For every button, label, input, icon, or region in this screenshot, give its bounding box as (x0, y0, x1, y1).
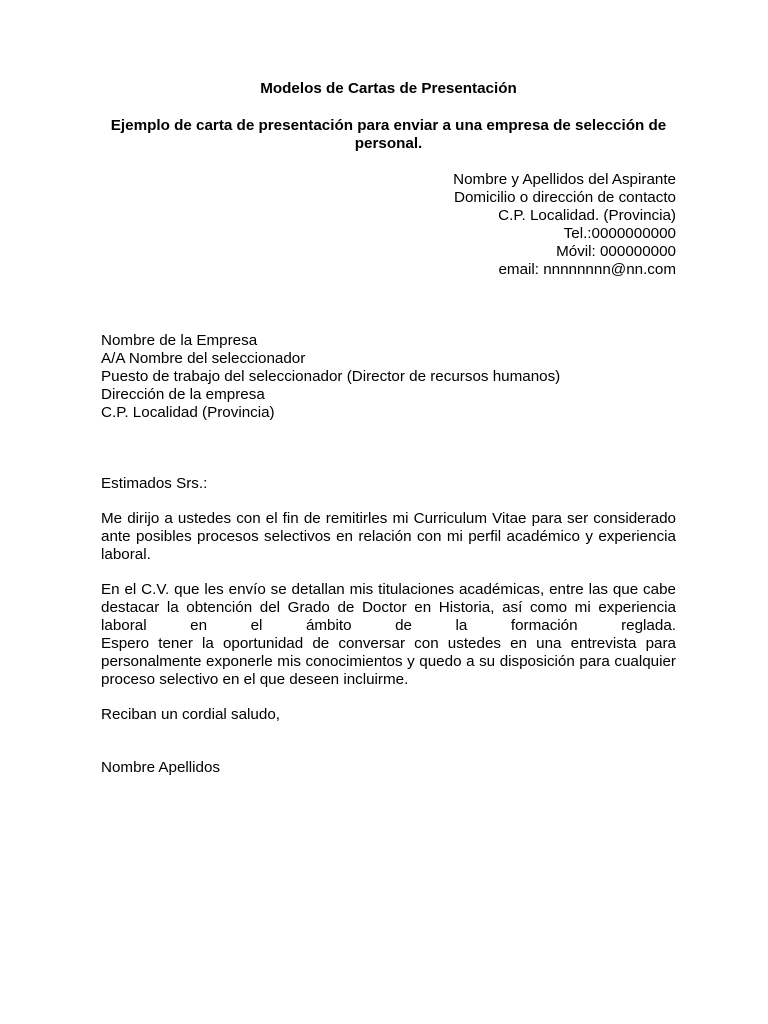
sender-mobile: Móvil: 000000000 (556, 243, 676, 260)
body-paragraph-2-part-1: En el C.V. que les envío se detallan mis titulaciones académicas, entre las que cabe destacar la obtención del Grado de Doctor en Historia, así como mi experiencia laboral en el ámbito de la formación reglada. (101, 581, 676, 634)
sender-locality: C.P. Localidad. (Provincia) (498, 207, 676, 224)
closing: Reciban un cordial saludo, (101, 706, 280, 723)
body-paragraph-2-part-2: Espero tener la oportunidad de conversar con ustedes en una entrevista para personalmente exponerle mis conocimientos y quedo a su disposición para cualquier proceso selectivo en el que deseen incluirme. (101, 635, 676, 688)
body-paragraph-1: Me dirijo a ustedes con el fin de remitirles mi Curriculum Vitae para ser considerado ante posibles procesos selectivos en relación con mi perfil académico y experiencia laboral. (101, 510, 676, 563)
sender-address: Domicilio o dirección de contacto (453, 189, 676, 206)
document-title: Modelos de Cartas de Presentación (260, 80, 517, 97)
recipient-position: Puesto de trabajo del seleccionador (Director de recursos humanos) (101, 368, 561, 385)
body-paragraph-2 (101, 581, 676, 689)
document-subtitle: Ejemplo de carta de presentación para enviar a una empresa de selección de personal. (110, 117, 667, 152)
signature: Nombre Apellidos (101, 759, 221, 776)
sender-email: email: nnnnnnnn@nn.com (498, 261, 676, 278)
sender-phone: Tel.:0000000000 (563, 225, 676, 242)
sender-block (101, 171, 676, 279)
recipient-address: Dirección de la empresa (101, 386, 265, 403)
recipient-locality: C.P. Localidad (Provincia) (101, 404, 275, 421)
greeting: Estimados Srs.: (101, 475, 208, 492)
recipient-company: Nombre de la Empresa (101, 332, 258, 349)
letter-page (101, 80, 676, 777)
recipient-attention: A/A Nombre del seleccionador (101, 350, 306, 367)
sender-name: Nombre y Apellidos del Aspirante (453, 171, 676, 188)
recipient-block (101, 332, 676, 422)
